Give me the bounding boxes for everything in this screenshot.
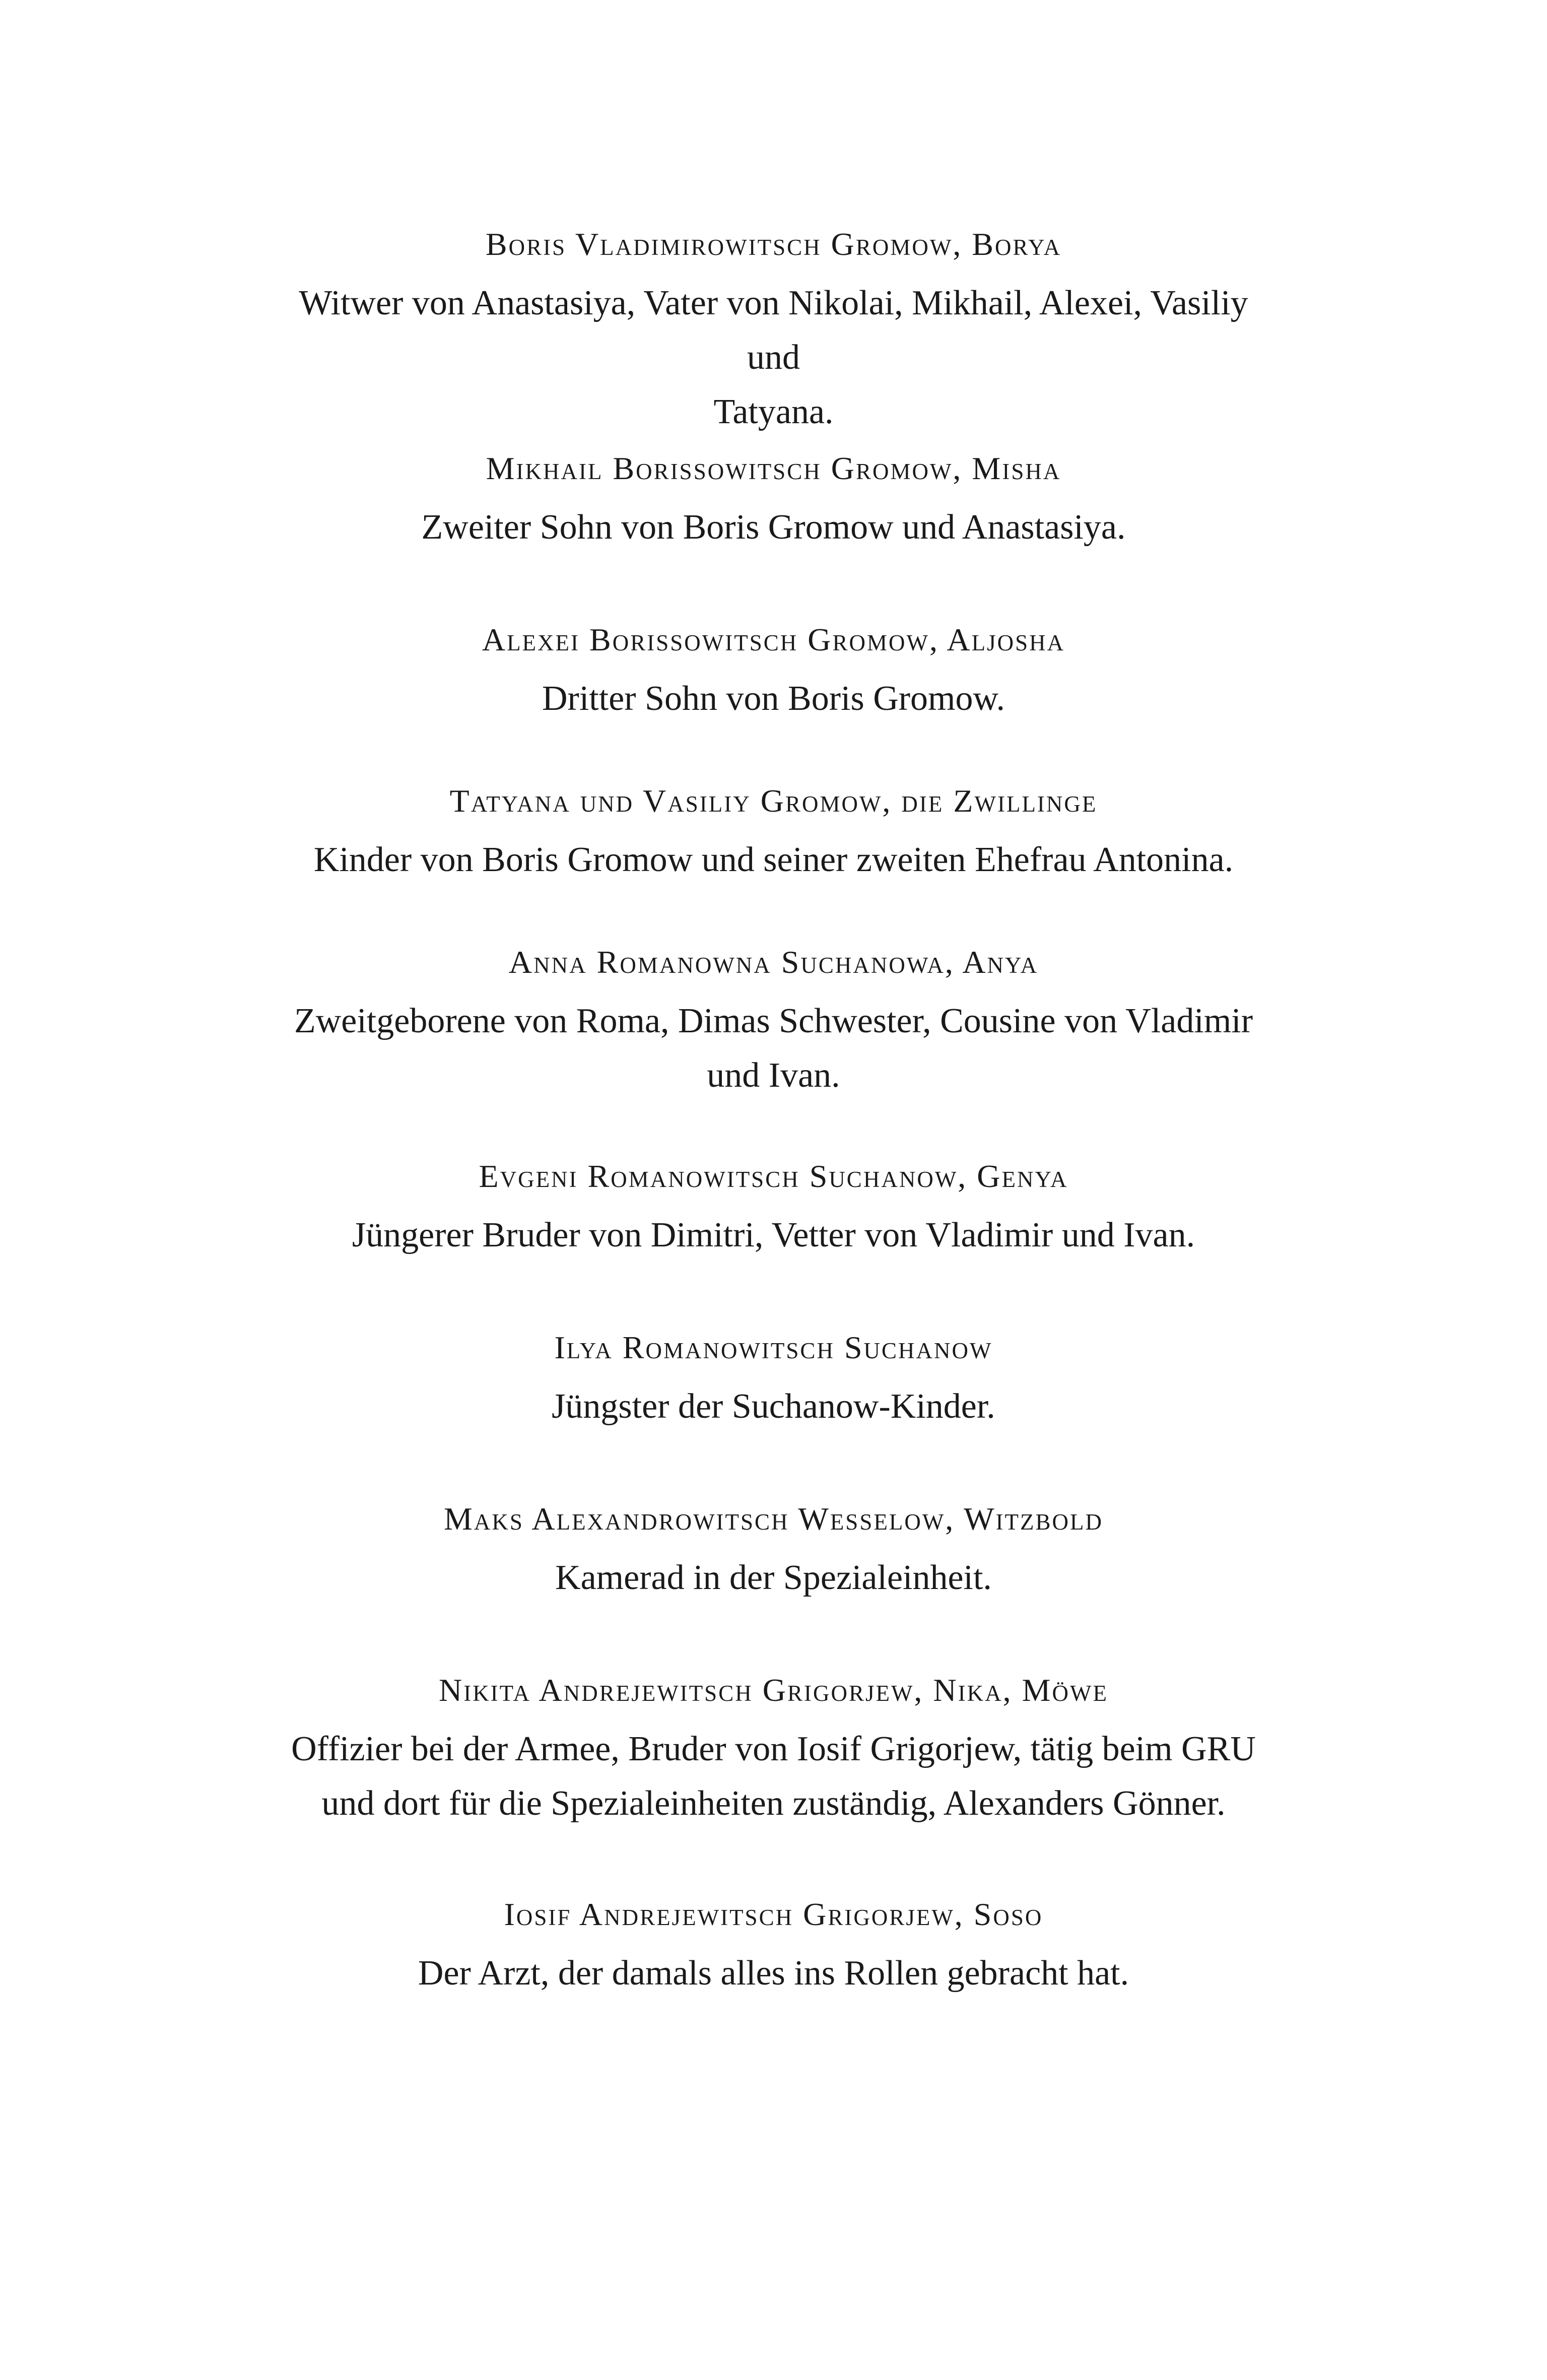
- character-entry: [282, 1892, 1265, 2001]
- character-name: Anna Romanowna Suchanowa, Anya: [508, 944, 1039, 980]
- character-entry: [282, 1668, 1265, 1831]
- character-name: Maks Alexandrowitsch Wesselow, Witzbold: [443, 1501, 1104, 1537]
- character-description: [282, 1208, 1265, 1263]
- character-entry: [282, 446, 1265, 555]
- character-entry: [282, 1325, 1265, 1434]
- character-name: Boris Vladimirowitsch Gromow, Borya: [485, 226, 1062, 262]
- description-line: Kamerad in der Spezialeinheit.: [555, 1558, 992, 1597]
- description-line: Offizier bei der Armee, Bruder von Iosif Grigorjew, tätig beim GRU: [291, 1730, 1256, 1768]
- character-description: [282, 500, 1265, 555]
- description-line: Jüngerer Bruder von Dimitri, Vetter von Vladimir und Ivan.: [352, 1216, 1195, 1254]
- character-name: Ilya Romanowitsch Suchanow: [554, 1330, 993, 1365]
- character-description: [282, 1722, 1265, 1831]
- character-description: [282, 833, 1265, 887]
- character-name: Nikita Andrejewitsch Grigorjew, Nika, Möwe: [438, 1672, 1108, 1708]
- description-line: Kinder von Boris Gromow und seiner zweiten Ehefrau Antonina.: [313, 840, 1234, 879]
- description-line: Dritter Sohn von Boris Gromow.: [542, 679, 1005, 718]
- description-line: Jüngster der Suchanow-Kinder.: [552, 1387, 995, 1426]
- description-line: und Ivan.: [707, 1056, 840, 1095]
- character-entry: [282, 940, 1265, 1103]
- description-line: Zweiter Sohn von Boris Gromow und Anastasiya.: [421, 508, 1126, 547]
- character-description: [282, 672, 1265, 726]
- description-line: und dort für die Spezialeinheiten zuständig, Alexanders Gönner.: [321, 1784, 1226, 1823]
- character-name: Mikhail Borissowitsch Gromow, Misha: [486, 450, 1061, 486]
- character-entry: [282, 222, 1265, 439]
- character-name: Tatyana und Vasiliy Gromow, die Zwillinge: [449, 783, 1098, 819]
- character-entry: [282, 1154, 1265, 1263]
- character-description: [282, 276, 1265, 439]
- character-name: Evgeni Romanowitsch Suchanow, Genya: [479, 1158, 1068, 1194]
- character-description: [282, 1946, 1265, 2001]
- character-name: Alexei Borissowitsch Gromow, Aljosha: [482, 622, 1065, 657]
- character-entry: [282, 778, 1265, 887]
- description-line: Zweitgeborene von Roma, Dimas Schwester, Cousine von Vladimir: [294, 1002, 1253, 1040]
- character-description: [282, 994, 1265, 1103]
- character-name: Iosif Andrejewitsch Grigorjew, Soso: [504, 1896, 1043, 1932]
- character-description: [282, 1551, 1265, 1605]
- description-line: Tatyana.: [713, 392, 834, 431]
- description-line: Witwer von Anastasiya, Vater von Nikolai, Mikhail, Alexei, Vasiliy und: [299, 284, 1248, 377]
- description-line: Der Arzt, der damals alles ins Rollen gebracht hat.: [418, 1954, 1129, 1993]
- character-description: [282, 1379, 1265, 1434]
- character-entry: [282, 1496, 1265, 1605]
- character-entry: [282, 617, 1265, 726]
